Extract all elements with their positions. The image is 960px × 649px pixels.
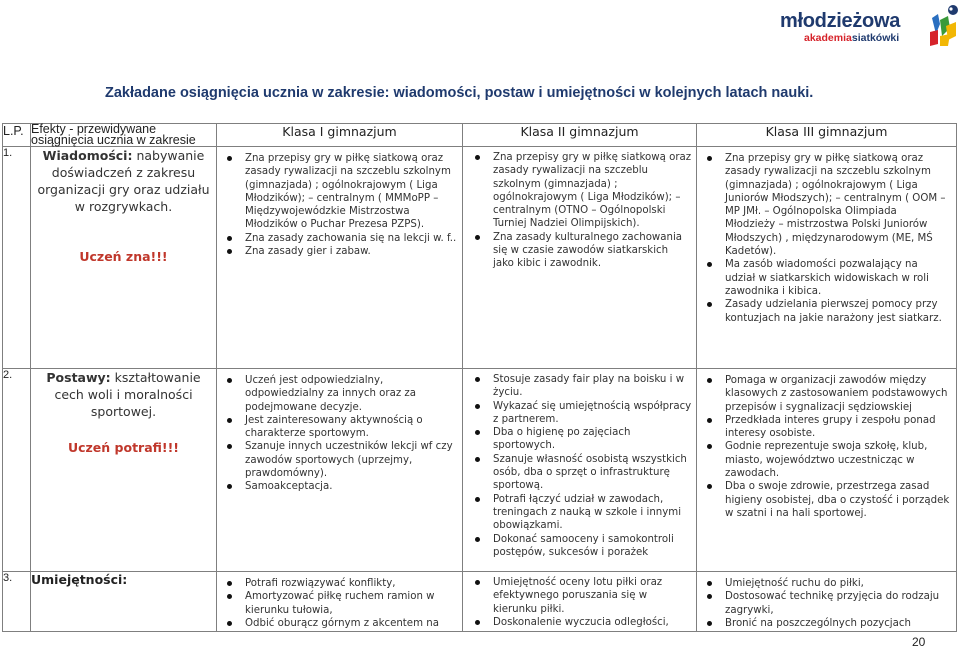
- logo-subtitle-b: siatkówki: [851, 32, 900, 44]
- list-item: Przedkłada interes grupy i zespołu ponad interesy osobiste.: [699, 414, 950, 441]
- row-number: 1.: [3, 147, 31, 369]
- list-item: Szanuje własność osobistą wszystkich osób, dba o sprzęt o infrastrukturę sportową.: [467, 453, 692, 493]
- list-item: Samoakceptacja.: [219, 480, 458, 493]
- list-item: Pomaga w organizacji zawodów między klasowych z zastosowaniem podstawowych przepisów i sygnalizacji sędziowskiej: [699, 374, 950, 414]
- effect-label: Postawy:: [46, 370, 111, 385]
- list-item: Godnie reprezentuje swoja szkołę, klub, miasto, województwo uczestnicząc w zawodach.: [699, 440, 950, 480]
- class-3-cell: [697, 369, 957, 572]
- table-row: [3, 147, 957, 369]
- list-item: Zna zasady kulturalnego zachowania się w czasie zawodów siatkarskich jako kibic i zawodnik.: [467, 231, 692, 271]
- list-item: Dokonać samooceny i samokontroli postępów, sukcesów i porażek: [467, 533, 692, 560]
- list-item: Zna przepisy gry w piłkę siatkową oraz zasady rywalizacji na szczeblu szkolnym (gimnazjada) ; ogólnokrajowym ( Liga Juniorów Młodszych); – centralnym ( OOM – MP JMł. – Ogólnopolska Olimpiada Młodzieży – mistrzostwa Polski Juniorów Młodszych) , międzynarodowym (ME, MŚ Kadetów).: [699, 152, 950, 258]
- effect-callout: Uczeń zna!!!: [79, 249, 168, 264]
- logo-subtitle: [804, 32, 899, 44]
- table-row: [3, 369, 957, 572]
- class-2-cell: [463, 572, 697, 632]
- list-item: Doskonalenie wyczucia odległości,: [467, 616, 692, 629]
- logo-subtitle-a: akademia: [804, 32, 852, 44]
- effect-description: nabywanie doświadczeń z zakresu organizacji gry oraz udziału w rozgrywkach.: [37, 148, 210, 214]
- list-item: Zna zasady zachowania się na lekcji w. f..: [219, 232, 458, 245]
- list-item: Zna zasady gier i zabaw.: [219, 245, 458, 258]
- bullet-list: [463, 572, 696, 629]
- list-item: Umiejętność ruchu do piłki,: [699, 577, 950, 590]
- effect-description: kształtowanie cech woli i moralności sportowej.: [54, 370, 201, 419]
- effect-text: [31, 369, 216, 420]
- class-3-cell: [697, 147, 957, 369]
- row-effect: [31, 369, 217, 572]
- list-item: Zasady udzielania pierwszej pomocy przy kontuzjach na jakie narażony jest siatkarz.: [699, 298, 950, 325]
- bullet-list: [217, 572, 462, 630]
- row-effect: Umiejętności:: [31, 572, 217, 632]
- header-class-2: Klasa II gimnazjum: [463, 124, 697, 147]
- bullet-list: [217, 369, 462, 494]
- class-2-cell: [463, 369, 697, 572]
- list-item: Umiejętność oceny lotu piłki oraz efektywnego poruszania się w kierunku piłki.: [467, 576, 692, 616]
- table-header-row: [3, 124, 957, 147]
- header-lp: L.P.: [3, 124, 31, 147]
- bullet-list: [697, 147, 956, 325]
- list-item: Wykazać się umiejętnością współpracy z partnerem.: [467, 400, 692, 427]
- achievements-table: [2, 123, 957, 632]
- effect-callout: Uczeń potrafi!!!: [67, 440, 180, 455]
- list-item: Szanuje innych uczestników lekcji wf czy zawodów sportowych (uprzejmy, prawdomówny).: [219, 440, 458, 480]
- list-item: Amortyzować piłkę ruchem ramion w kierunku tułowia,: [219, 590, 458, 617]
- list-item: Zna przepisy gry w piłkę siatkową oraz zasady rywalizacji na szczeblu szkolnym (gimnazjada) ; ogólnokrajowym ( Liga Młodzików); – centralnym ( MMMoPP – Międzywojewódzkie Mistrzostwa Młodzików o Puchar Prezesa PZPS).: [219, 152, 458, 232]
- header-class-1: Klasa I gimnazjum: [217, 124, 463, 147]
- class-2-cell: [463, 147, 697, 369]
- bullet-list: [463, 147, 696, 271]
- list-item: Ma zasób wiadomości pozwalający na udział w siatkarskich widowiskach w roli zawodnika i kibica.: [699, 258, 950, 298]
- list-item: Potrafi rozwiązywać konflikty,: [219, 577, 458, 590]
- bullet-list: [217, 147, 462, 258]
- page-number: 20: [912, 635, 926, 649]
- list-item: Bronić na poszczególnych pozycjach: [699, 617, 950, 630]
- list-item: Stosuje zasady fair play na boisku i w życiu.: [467, 373, 692, 400]
- row-number: 3.: [3, 572, 31, 632]
- list-item: Dba o higienę po zajęciach sportowych.: [467, 426, 692, 453]
- table-row: [3, 572, 957, 632]
- class-1-cell: [217, 369, 463, 572]
- logo-title: młodzieżowa: [780, 10, 901, 32]
- effect-text: [31, 147, 216, 215]
- header-class-3: Klasa III gimnazjum: [697, 124, 957, 147]
- bullet-list: [463, 369, 696, 559]
- page-title: Zakładane osiągnięcia ucznia w zakresie: wiadomości, postaw i umiejętności w kolejnych latach nauki.: [105, 85, 814, 101]
- list-item: Uczeń jest odpowiedzialny, odpowiedzialny za innych oraz za podejmowane decyzje.: [219, 374, 458, 414]
- bullet-list: [697, 369, 956, 520]
- list-item: Jest zainteresowany aktywnością o charakterze sportowym.: [219, 414, 458, 441]
- logo: [780, 4, 960, 48]
- list-item: Dostosować technikę przyjęcia do rodzaju zagrywki,: [699, 590, 950, 617]
- effect-label: Wiadomości:: [42, 148, 133, 163]
- class-1-cell: [217, 147, 463, 369]
- list-item: Dba o swoje zdrowie, przestrzega zasad higieny osobistej, dba o czystość i porządek w szatni i na hali sportowej.: [699, 480, 950, 520]
- class-3-cell: [697, 572, 957, 632]
- list-item: Potrafi łączyć udział w zawodach, treningach z nauką w szkole i innymi obowiązkami.: [467, 493, 692, 533]
- class-1-cell: [217, 572, 463, 632]
- header-effects: Efekty - przewidywane osiągnięcia ucznia w zakresie: [31, 124, 217, 147]
- list-item: Zna przepisy gry w piłkę siatkową oraz zasady rywalizacji na szczeblu szkolnym (gimnazjada) ; ogólnokrajowym ( Liga Młodzików); – centralnym (OTNO – Ogólnopolski Turniej Nadziei Olimpijskich).: [467, 151, 692, 231]
- volleyball-players-icon: [926, 4, 960, 48]
- list-item: Odbić oburącz górnym z akcentem na: [219, 617, 458, 630]
- row-effect: [31, 147, 217, 369]
- bullet-list: [697, 572, 956, 630]
- row-number: 2.: [3, 369, 31, 572]
